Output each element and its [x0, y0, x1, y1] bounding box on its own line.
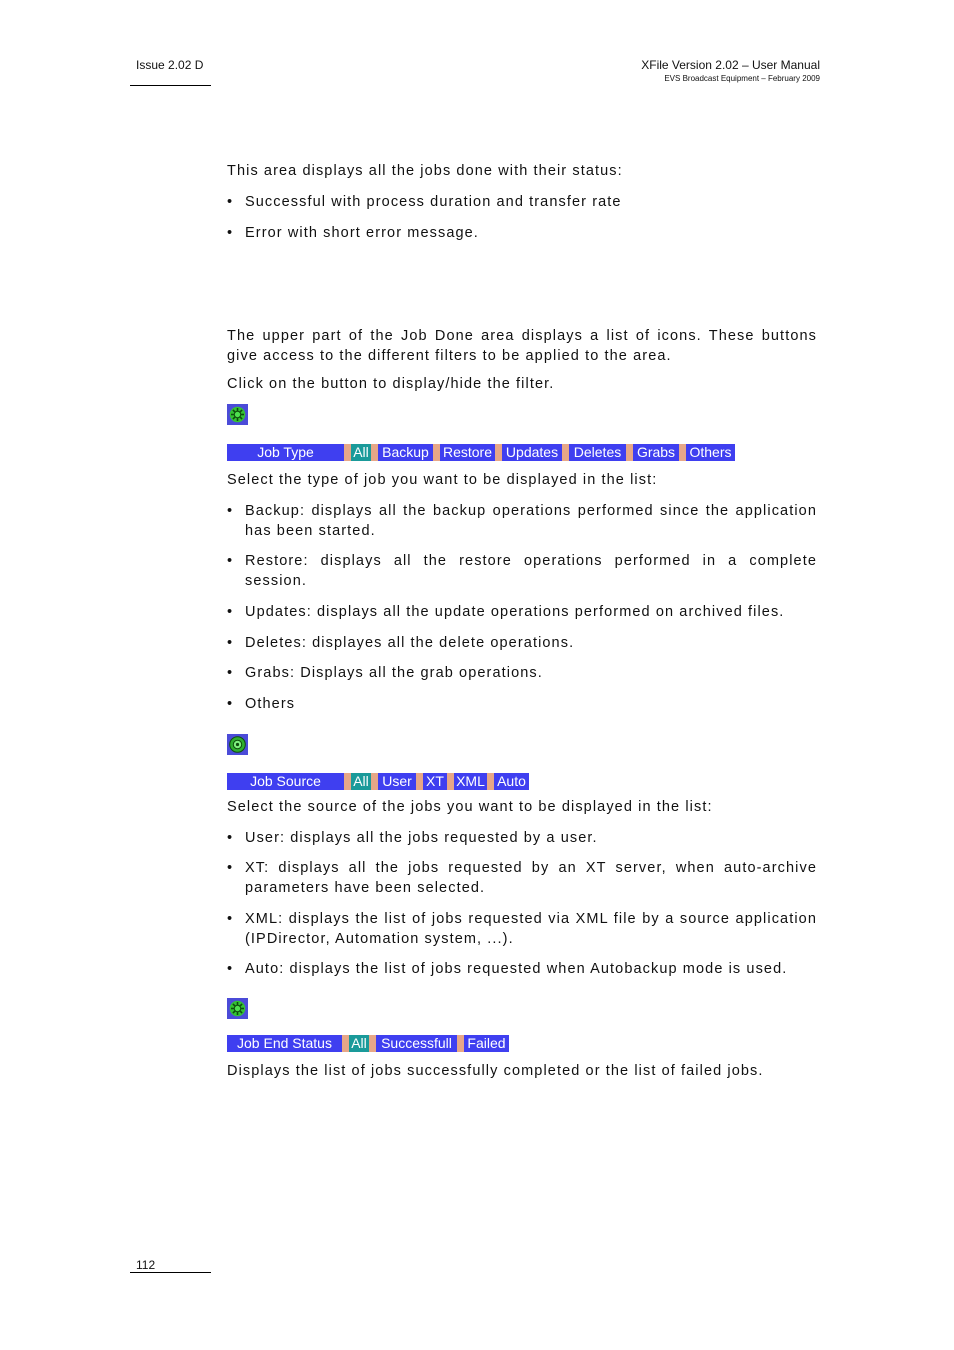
- bullet-icon: •: [227, 503, 234, 519]
- filters-intro-para: The upper part of the Job Done area displays a list of icons. These buttons give access to the different filters to be applied to the area.: [227, 328, 817, 364]
- list-item: • XT: displays all the jobs requested by an XT server, when auto-archive parameters have been selected.: [227, 860, 817, 896]
- filter-others-button[interactable]: Others: [686, 444, 735, 461]
- filters-click-instruction: Click on the button to display/hide the filter.: [227, 376, 555, 392]
- filter-failed-button[interactable]: Failed: [464, 1035, 509, 1052]
- list-item: • Backup: displays all the backup operations performed since the application has been started.: [227, 503, 817, 539]
- list-item: • Others: [227, 695, 817, 715]
- footer-rule: [130, 1272, 211, 1273]
- list-item: • Successful with process duration and transfer rate: [227, 193, 817, 213]
- page-number: 112: [136, 1258, 156, 1272]
- bullet-icon: •: [227, 194, 234, 210]
- bullet-icon: •: [227, 665, 234, 681]
- job-source-description: Select the source of the jobs you want to be displayed in the list:: [227, 799, 713, 815]
- bullet-icon: •: [227, 961, 234, 977]
- header-rule: [130, 85, 211, 86]
- list-item: • Grabs: Displays all the grab operations.: [227, 664, 817, 684]
- bullet-icon: •: [227, 860, 234, 876]
- list-item: • Updates: displays all the update operations performed on archived files.: [227, 603, 817, 623]
- list-item: • Deletes: displayes all the delete operations.: [227, 634, 817, 654]
- list-item: • XML: displays the list of jobs requested via XML file by a source application (IPDirector, Automation system, ...).: [227, 911, 817, 947]
- list-item: • User: displays all the jobs requested by a user.: [227, 829, 817, 849]
- filter-backup-button[interactable]: Backup: [378, 444, 433, 461]
- filter-user-button[interactable]: User: [378, 773, 416, 790]
- job-type-filter-bar: [227, 444, 735, 461]
- job-type-filter-button[interactable]: [227, 404, 248, 425]
- job-end-status-description: Displays the list of jobs successfully completed or the list of failed jobs.: [227, 1063, 764, 1079]
- gear-icon: [229, 406, 246, 423]
- filter-all-button[interactable]: All: [351, 444, 371, 461]
- list-item: • Auto: displays the list of jobs requested when Autobackup mode is used.: [227, 960, 817, 980]
- filter-xml-button[interactable]: XML: [454, 773, 487, 790]
- document-header: [641, 58, 820, 83]
- job-end-status-filter-label: Job End Status: [227, 1035, 342, 1052]
- bullet-icon: •: [227, 830, 234, 846]
- job-source-filter-button[interactable]: [227, 734, 248, 755]
- source-icon: [229, 736, 246, 753]
- filter-successfull-button[interactable]: Successfull: [376, 1035, 457, 1052]
- filter-auto-button[interactable]: Auto: [494, 773, 529, 790]
- filter-updates-button[interactable]: Updates: [502, 444, 562, 461]
- filter-all-button[interactable]: All: [351, 773, 371, 790]
- filter-xt-button[interactable]: XT: [423, 773, 447, 790]
- list-item: • Error with short error message.: [227, 224, 817, 244]
- bullet-icon: •: [227, 635, 234, 651]
- filter-all-button[interactable]: All: [349, 1035, 369, 1052]
- job-type-filter-label: Job Type: [227, 444, 344, 461]
- filter-restore-button[interactable]: Restore: [440, 444, 495, 461]
- job-source-filter-bar: [227, 773, 529, 790]
- document-title: XFile Version 2.02 – User Manual: [641, 58, 820, 72]
- bullet-icon: •: [227, 911, 234, 927]
- intro-text: This area displays all the jobs done with their status:: [227, 163, 623, 179]
- gear-icon: [229, 1000, 246, 1017]
- job-end-status-filter-button[interactable]: [227, 998, 248, 1019]
- issue-label: Issue 2.02 D: [136, 58, 204, 72]
- bullet-icon: •: [227, 604, 234, 620]
- job-type-description: Select the type of job you want to be displayed in the list:: [227, 472, 658, 488]
- list-item: • Restore: displays all the restore operations performed in a complete session.: [227, 553, 817, 589]
- job-source-filter-label: Job Source: [227, 773, 344, 790]
- document-subtitle: EVS Broadcast Equipment – February 2009: [664, 74, 820, 83]
- bullet-icon: •: [227, 553, 234, 569]
- filter-grabs-button[interactable]: Grabs: [633, 444, 679, 461]
- bullet-icon: •: [227, 696, 234, 712]
- job-end-status-filter-bar: [227, 1035, 509, 1052]
- filter-deletes-button[interactable]: Deletes: [569, 444, 626, 461]
- bullet-icon: •: [227, 225, 234, 241]
